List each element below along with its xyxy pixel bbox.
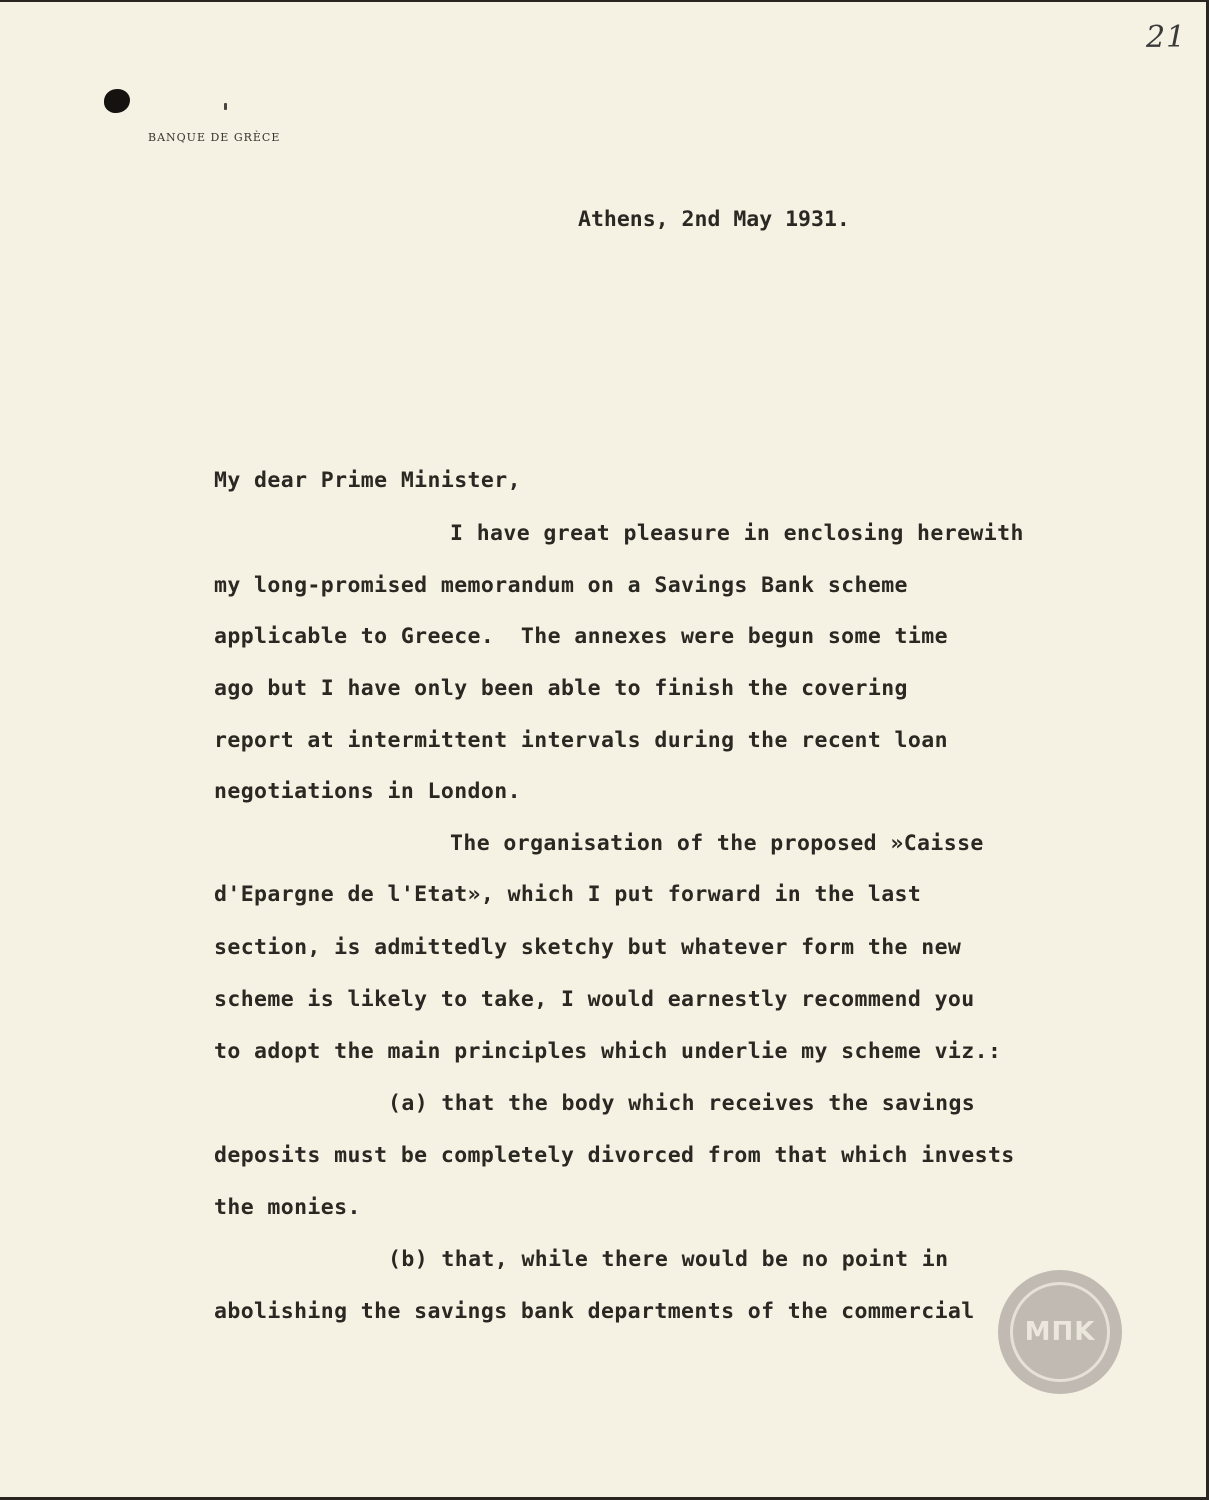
body-line: my long-promised memorandum on a Savings Bank scheme	[214, 573, 908, 598]
body-line: applicable to Greece. The annexes were begun some time	[214, 624, 948, 649]
body-line: negotiations in London.	[214, 779, 521, 804]
archive-page-number: 21	[1146, 20, 1187, 55]
dateline: Athens, 2nd May 1931.	[578, 207, 850, 232]
salutation: My dear Prime Minister,	[214, 468, 521, 493]
body-line: abolishing the savings bank departments of the commercial	[214, 1299, 975, 1324]
ink-speck	[224, 103, 227, 110]
body-line: (a) that the body which receives the savings	[388, 1091, 976, 1116]
body-line: report at intermittent intervals during the recent loan	[214, 728, 948, 753]
body-line: to adopt the main principles which underlie my scheme viz.:	[214, 1039, 1002, 1064]
letterhead: BANQUE DE GRÈCE	[148, 131, 281, 144]
archive-watermark-seal	[998, 1270, 1122, 1394]
body-line: I have great pleasure in enclosing herewith	[450, 521, 1024, 546]
body-line: the monies.	[214, 1195, 361, 1220]
body-line: (b) that, while there would be no point in	[388, 1247, 949, 1272]
body-line: ago but I have only been able to finish the covering	[214, 676, 908, 701]
body-line: scheme is likely to take, I would earnestly recommend you	[214, 987, 975, 1012]
watermark-text: ΜΠΚ	[1024, 1317, 1096, 1347]
ink-blot	[104, 89, 130, 113]
body-line: deposits must be completely divorced from that which invests	[214, 1143, 1015, 1168]
body-line: The organisation of the proposed »Caisse	[450, 831, 984, 856]
watermark-inner-ring	[1010, 1282, 1110, 1382]
body-line: d'Epargne de l'Etat», which I put forward in the last	[214, 882, 922, 907]
body-line: section, is admittedly sketchy but whatever form the new	[214, 935, 962, 960]
